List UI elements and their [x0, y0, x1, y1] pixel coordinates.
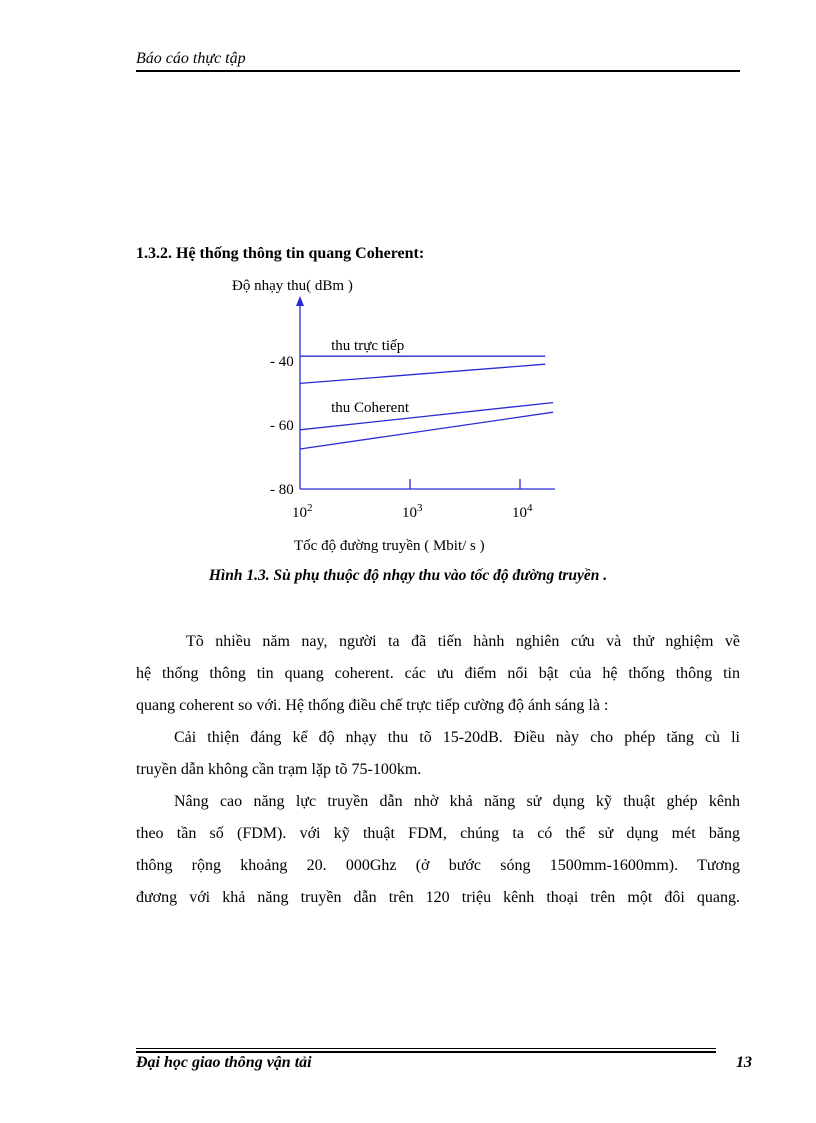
footer-school: Đại học giao thông vận tải	[136, 1054, 312, 1071]
x-tick-label: $10^3$	[402, 502, 423, 521]
paragraph-1	[136, 626, 740, 722]
paragraph-line: quang coherent so với. Hệ thống điều chế trực tiếp cường độ ánh sáng là :	[136, 697, 609, 714]
y-tick-label: - 60	[270, 418, 294, 434]
header-rule	[136, 70, 740, 72]
chart-annotations	[331, 338, 410, 416]
footer-rule	[136, 1051, 716, 1053]
section-heading: 1.3.2. Hệ thống thông tin quang Coherent:	[136, 245, 425, 262]
paragraph-line: truyền dẫn không cần trạm lặp tõ 75-100km.	[136, 761, 422, 778]
x-tick-label: $10^4$	[512, 502, 533, 521]
paragraph-line: Nâng cao năng lực truyền dẫn nhờ khả năng sử dụng kỹ thuật ghép kênh	[174, 793, 740, 810]
y-axis-label: Độ nhạy thu( dBm )	[232, 278, 353, 294]
chart-ticks	[270, 354, 533, 521]
x-axis-label: Tốc độ đường truyền ( Mbit/ s )	[294, 538, 485, 554]
paragraph-line: thông rộng khoảng 20. 000Ghz (ở bước sóng 1500mm-1600mm). Tương	[136, 857, 740, 874]
sensitivity-chart	[220, 270, 590, 560]
y-tick-label: - 40	[270, 354, 294, 370]
paragraph-line: theo tần số (FDM). với kỹ thuật FDM, chúng ta có thể sử dụng mét băng	[136, 825, 740, 842]
paragraph-line: đương với khả năng truyền dẫn trên 120 triệu kênh thoại trên một đôi quang.	[136, 889, 740, 906]
x-tick-label: $10^2$	[292, 502, 313, 521]
page-number: 13	[736, 1054, 752, 1071]
series-line	[300, 412, 553, 449]
paragraph-line: Tõ nhiều năm nay, người ta đã tiến hành nghiên cứu và thử nghiệm về	[186, 633, 740, 650]
y-tick-label: - 80	[270, 482, 294, 498]
figure-caption: Hình 1.3. Sù phụ thuộc độ nhạy thu vào tốc độ đường truyền .	[208, 567, 608, 584]
chart-annotation: thu trực tiếp	[331, 337, 405, 354]
y-axis-arrow	[296, 296, 304, 306]
series-line	[300, 364, 545, 383]
paragraph-line: hệ thống thông tin quang coherent. các ưu điểm nổi bật của hệ thống thông tin	[136, 665, 740, 682]
chart-axes	[296, 296, 555, 489]
chart-annotation: thu Coherent	[331, 400, 410, 417]
paragraph-2	[136, 722, 740, 786]
paragraph-3	[136, 786, 740, 914]
page-header-title: Báo cáo thực tập	[136, 50, 246, 67]
footer-rule	[136, 1048, 716, 1049]
paragraph-line: Cải thiện đáng kể độ nhạy thu tõ 15-20dB. Điều này cho phép tăng cù li	[174, 729, 740, 746]
